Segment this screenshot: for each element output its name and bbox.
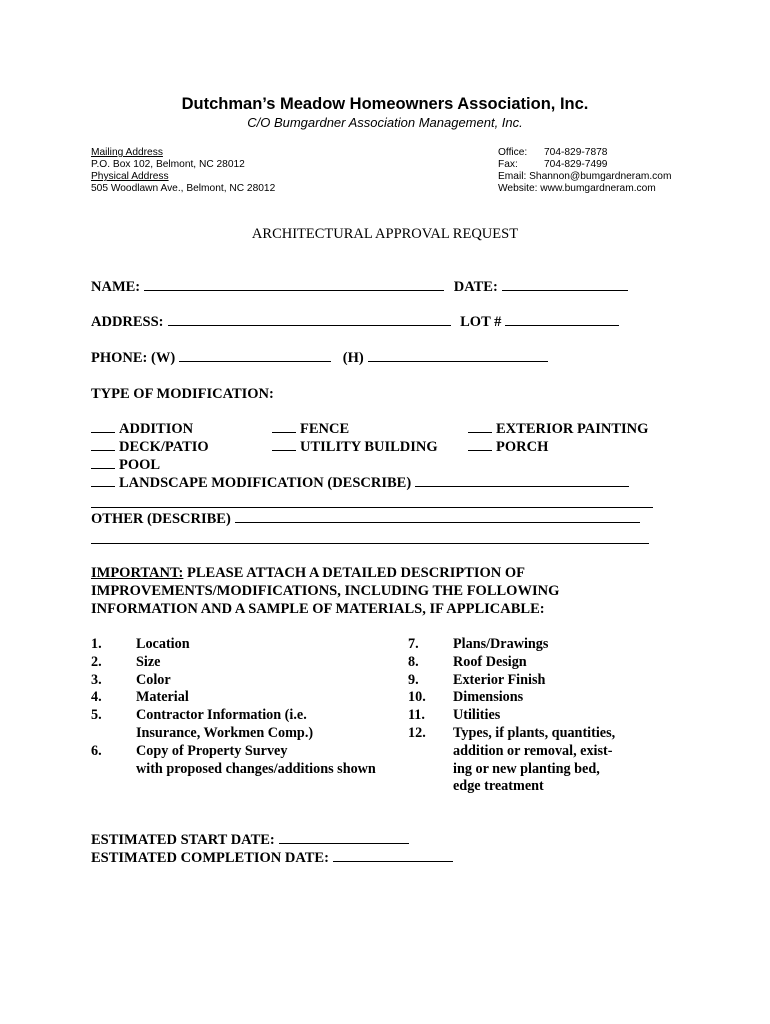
- list-item: [91, 654, 391, 672]
- list-item-text: with proposed changes/additions shown: [136, 760, 376, 777]
- date-label: DATE:: [453, 279, 498, 295]
- list-item-number: 5.: [91, 707, 102, 724]
- list-item-number: 3.: [91, 671, 102, 688]
- other-description-line-2[interactable]: [91, 543, 649, 544]
- start-date-row: [91, 832, 409, 849]
- list-item-text: Copy of Property Survey: [136, 742, 288, 759]
- list-item: [408, 707, 668, 725]
- name-label: NAME:: [91, 279, 141, 295]
- exterior-painting-label: EXTERIOR PAINTING: [496, 421, 649, 437]
- list-item-number: 11.: [408, 707, 425, 724]
- form-title: ARCHITECTURAL APPROVAL REQUEST: [251, 226, 519, 242]
- list-item: [408, 778, 668, 796]
- list-item-text: Types, if plants, quantities,: [453, 724, 616, 741]
- list-item-text: Roof Design: [453, 653, 527, 670]
- list-item-text: Color: [136, 671, 171, 688]
- list-item-text: Location: [136, 636, 190, 652]
- email-line: Email: Shannon@bumgardneram.com: [498, 171, 672, 182]
- completion-date-row: [91, 850, 453, 867]
- phone-work-field[interactable]: [179, 350, 331, 362]
- name-row: [91, 279, 628, 296]
- mailing-address-label: Mailing Address: [91, 147, 163, 158]
- other-row[interactable]: [91, 511, 640, 528]
- option-porch[interactable]: [468, 439, 548, 456]
- list-item-number: 1.: [91, 636, 102, 652]
- organization-name: Dutchman’s Meadow Homeowners Association, Inc.: [181, 95, 589, 113]
- date-field[interactable]: [502, 279, 628, 291]
- type-heading: TYPE OF MODIFICATION:: [91, 386, 274, 402]
- list-item: [408, 743, 668, 761]
- landscape-description-field[interactable]: [415, 475, 629, 487]
- list-item: [91, 743, 391, 761]
- important-text-1: PLEASE ATTACH A DETAILED DESCRIPTION OF: [187, 565, 526, 581]
- list-item-text: addition or removal, exist-: [453, 742, 613, 759]
- option-utility-building[interactable]: [272, 439, 438, 456]
- pool-checkbox[interactable]: [91, 457, 115, 469]
- list-item: [408, 672, 668, 690]
- deck-patio-label: DECK/PATIO: [119, 439, 209, 455]
- contact-block: [498, 147, 671, 195]
- completion-date-label: ESTIMATED COMPLETION DATE:: [91, 850, 329, 866]
- list-item: [408, 654, 668, 672]
- important-label: IMPORTANT:: [91, 565, 184, 581]
- option-fence[interactable]: [272, 421, 349, 438]
- important-text-3: INFORMATION AND A SAMPLE OF MATERIALS, IF APPLICABLE:: [91, 601, 545, 617]
- other-label: OTHER (DESCRIBE): [91, 511, 231, 527]
- lot-label: LOT #: [460, 314, 502, 330]
- phone-home-label: (H): [342, 350, 364, 366]
- requirements-list-left: [91, 636, 391, 778]
- addition-label: ADDITION: [119, 421, 194, 437]
- requirements-list-right: [408, 636, 668, 796]
- option-pool[interactable]: [91, 457, 160, 474]
- fax-label: Fax:: [498, 159, 518, 170]
- list-item: [91, 761, 391, 779]
- landscape-checkbox[interactable]: [91, 475, 115, 487]
- landscape-description-line-2[interactable]: [91, 507, 653, 508]
- option-landscape[interactable]: [91, 475, 629, 492]
- list-item-number: 7.: [408, 636, 419, 652]
- list-item-text: Utilities: [453, 707, 501, 724]
- list-item: [408, 689, 668, 707]
- list-item: [408, 761, 668, 779]
- website-line: Website: www.bumgardneram.com: [498, 183, 656, 194]
- list-item-text: Size: [136, 653, 161, 670]
- utility-building-label: UTILITY BUILDING: [300, 439, 438, 455]
- porch-label: PORCH: [496, 439, 549, 455]
- fence-label: FENCE: [300, 421, 350, 437]
- list-item-text: Contractor Information (i.e.: [136, 707, 307, 724]
- management-company: C/O Bumgardner Association Management, Inc.: [247, 115, 523, 130]
- porch-checkbox[interactable]: [468, 439, 492, 451]
- fence-checkbox[interactable]: [272, 421, 296, 433]
- list-item-text: Material: [136, 689, 189, 706]
- utility-building-checkbox[interactable]: [272, 439, 296, 451]
- list-item-text: edge treatment: [453, 778, 544, 795]
- option-exterior-painting[interactable]: [468, 421, 648, 438]
- list-item-number: 4.: [91, 689, 102, 706]
- start-date-label: ESTIMATED START DATE:: [91, 832, 275, 848]
- address-row: [91, 314, 619, 331]
- address-label: ADDRESS:: [91, 314, 164, 330]
- completion-date-field[interactable]: [333, 850, 453, 862]
- list-item: [408, 725, 668, 743]
- list-item-number: 8.: [408, 653, 419, 670]
- deck-patio-checkbox[interactable]: [91, 439, 115, 451]
- address-field[interactable]: [168, 314, 451, 326]
- pool-label: POOL: [119, 457, 161, 473]
- important-notice: [91, 564, 559, 618]
- exterior-painting-checkbox[interactable]: [468, 421, 492, 433]
- list-item-number: 6.: [91, 742, 102, 759]
- list-item: [91, 636, 391, 654]
- list-item: [408, 636, 668, 654]
- phone-work-label: PHONE: (W): [91, 350, 176, 366]
- list-item-text: ing or new planting bed,: [453, 760, 600, 777]
- fax-number: 704-829-7499: [544, 159, 608, 170]
- phone-row: [91, 350, 548, 367]
- important-text-2: IMPROVEMENTS/MODIFICATIONS, INCLUDING THE FOLLOWING: [91, 583, 560, 599]
- list-item-text: Plans/Drawings: [453, 636, 549, 652]
- list-item-number: 2.: [91, 653, 102, 670]
- physical-address-label: Physical Address: [91, 171, 169, 182]
- addition-checkbox[interactable]: [91, 421, 115, 433]
- list-item-number: 12.: [408, 724, 426, 741]
- option-deck-patio[interactable]: [91, 439, 209, 456]
- lot-field[interactable]: [505, 314, 619, 326]
- landscape-label: LANDSCAPE MODIFICATION (DESCRIBE): [119, 475, 412, 491]
- list-item-number: 10.: [408, 689, 426, 706]
- name-field[interactable]: [144, 279, 444, 291]
- office-phone: 704-829-7878: [544, 147, 608, 158]
- list-item: [91, 725, 391, 743]
- address-block: [91, 147, 275, 195]
- list-item-text: Dimensions: [453, 689, 524, 706]
- office-label: Office:: [498, 147, 528, 158]
- other-description-field[interactable]: [235, 511, 640, 523]
- physical-address-value: 505 Woodlawn Ave., Belmont, NC 28012: [91, 183, 276, 194]
- list-item-text: Insurance, Workmen Comp.): [136, 724, 314, 741]
- list-item: [91, 672, 391, 690]
- list-item-number: 9.: [408, 671, 419, 688]
- list-item: [91, 707, 391, 725]
- option-addition[interactable]: [91, 421, 193, 438]
- start-date-field[interactable]: [279, 832, 409, 844]
- list-item-text: Exterior Finish: [453, 671, 546, 688]
- mailing-address-value: P.O. Box 102, Belmont, NC 28012: [91, 159, 245, 170]
- phone-home-field[interactable]: [368, 350, 548, 362]
- list-item: [91, 689, 391, 707]
